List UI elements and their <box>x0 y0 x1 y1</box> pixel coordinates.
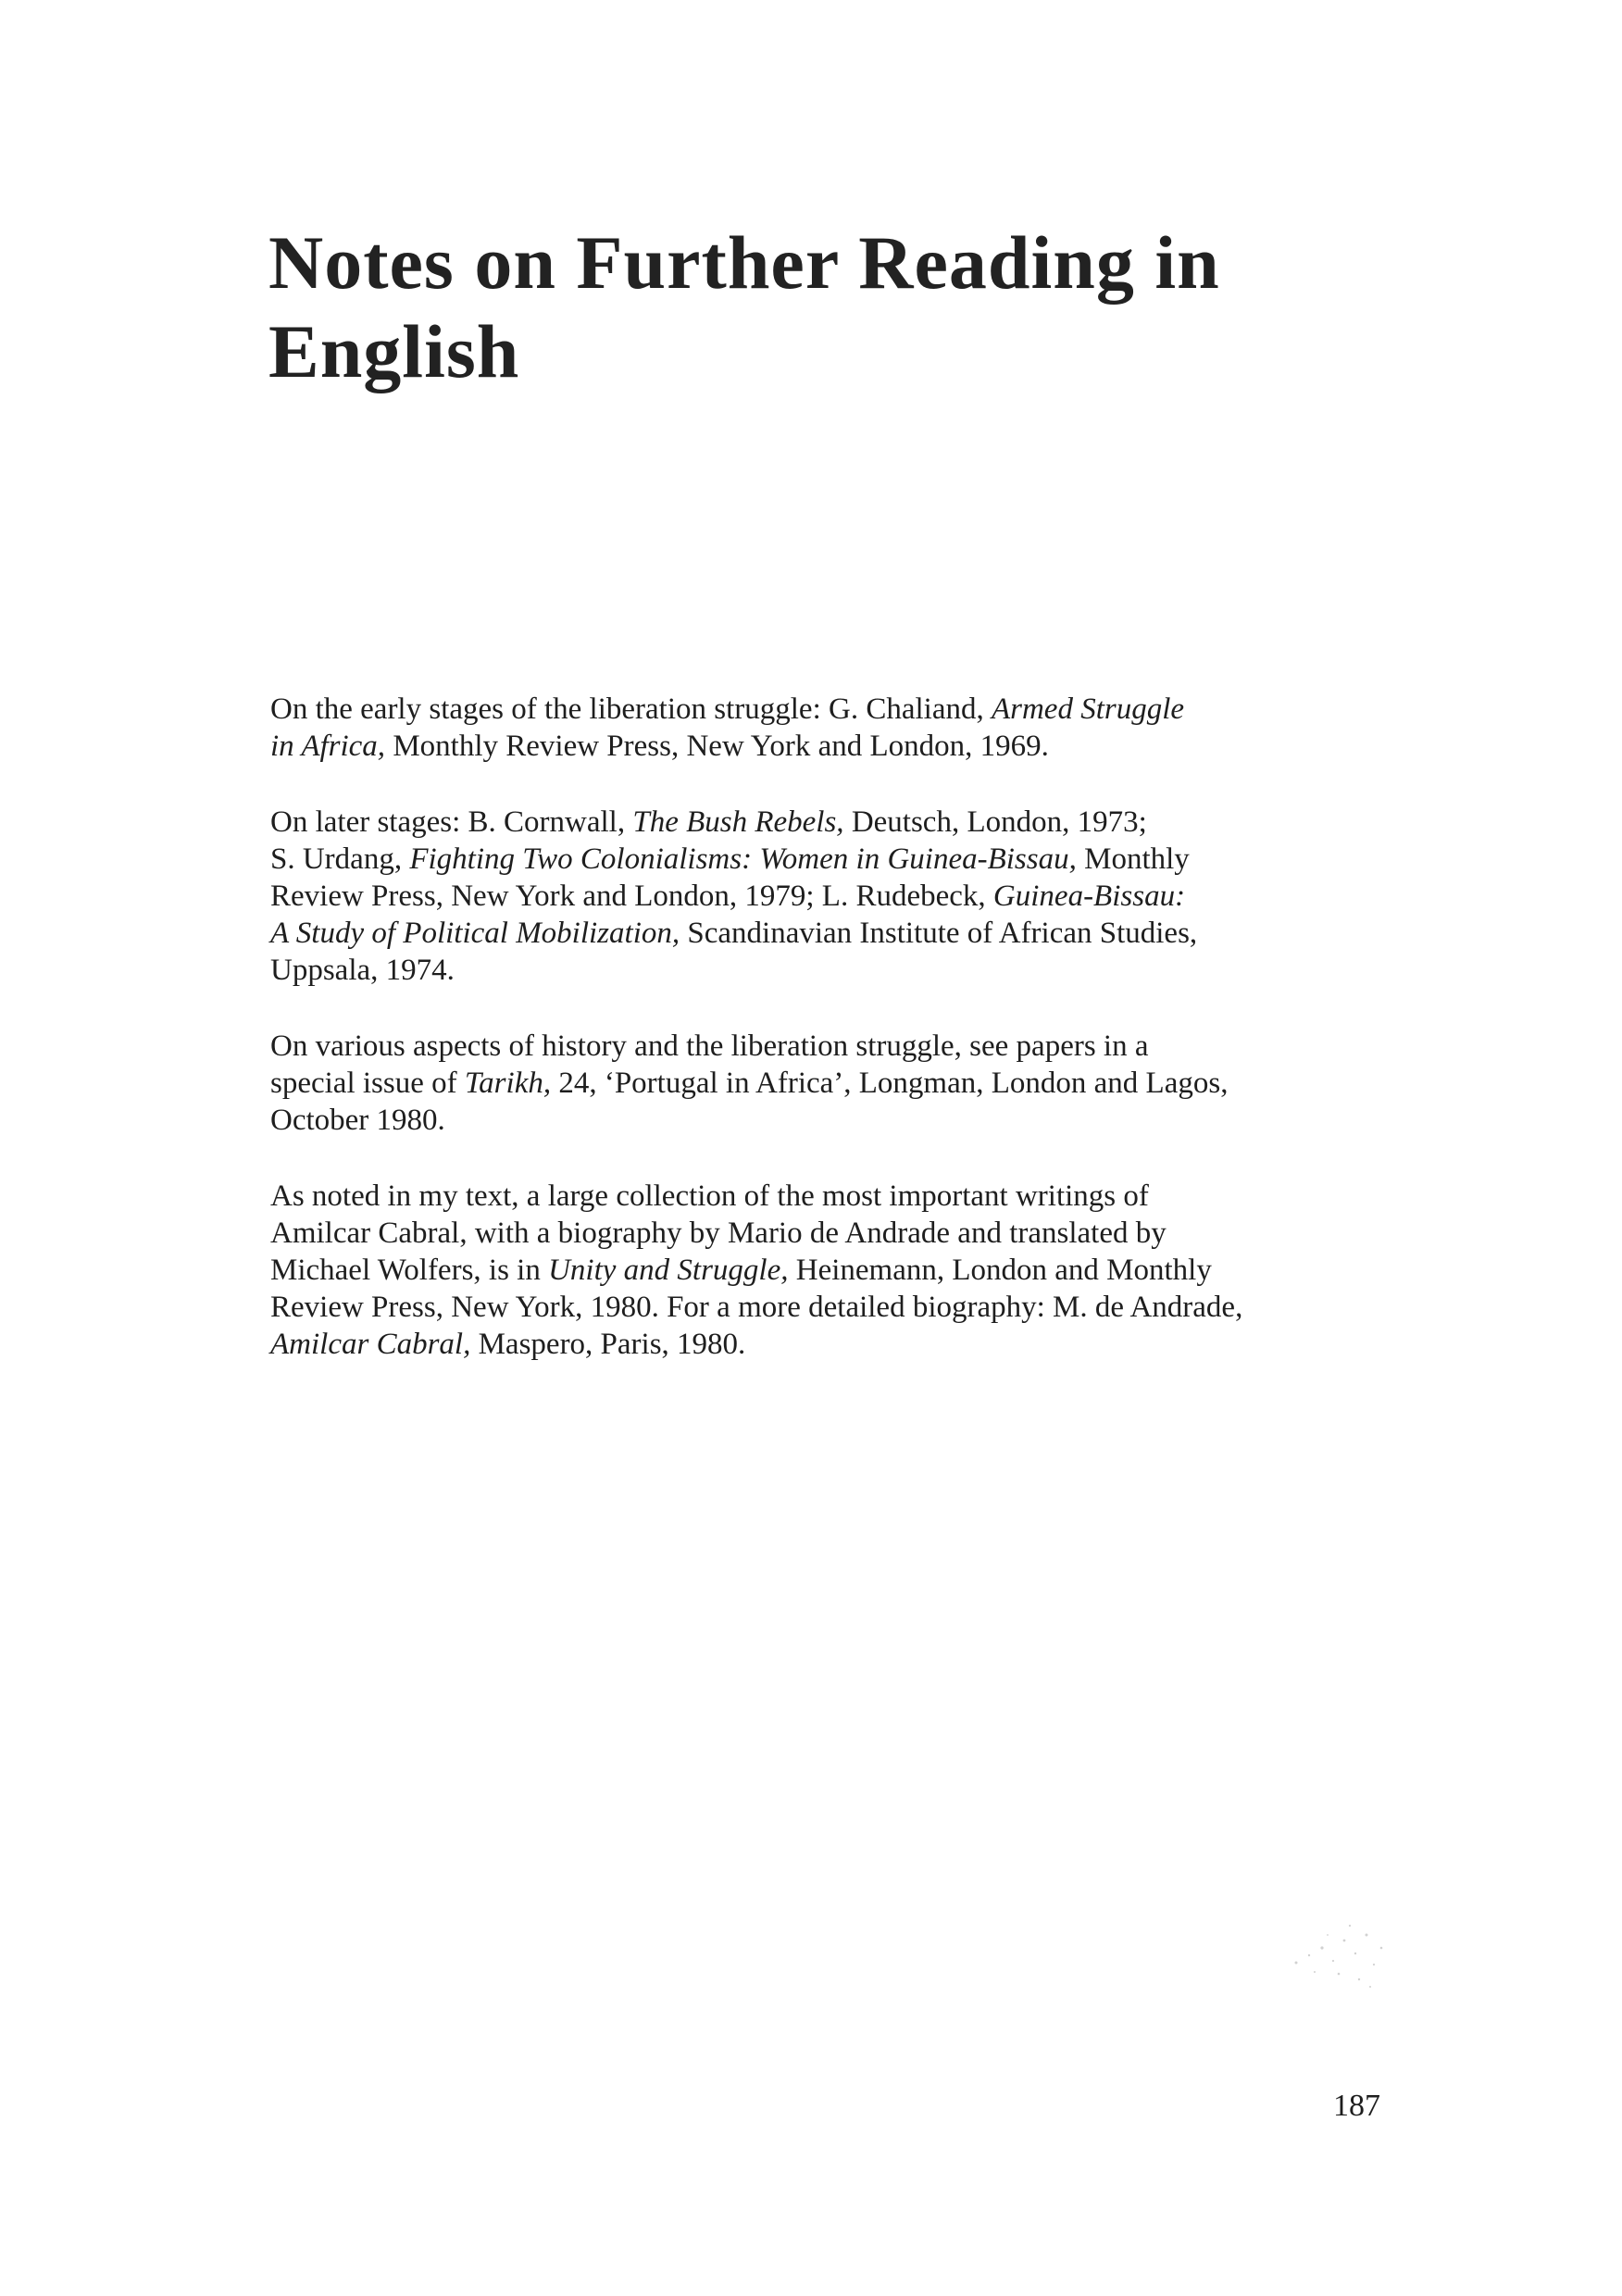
body-text: Review Press, New York, 1980. For a more detailed biography: M. de Andrade, <box>270 1291 1243 1324</box>
reference-paragraph <box>270 691 1455 765</box>
italic-title-text: Fighting Two Colonialisms: Women in Guinea-Bissau, <box>409 842 1077 876</box>
italic-title-text: Unity and Struggle, <box>548 1254 789 1287</box>
body-text: Maspero, Paris, 1980. <box>470 1328 746 1361</box>
body-text: Review Press, New York and London, 1979; L. Rudebeck, <box>270 880 993 913</box>
paragraph-line <box>270 804 1455 841</box>
paragraph-line <box>270 1326 1455 1363</box>
paragraph-line <box>270 691 1455 728</box>
paragraph-line <box>270 728 1455 765</box>
body-text: Monthly Review Press, New York and London, 1969. <box>385 730 1049 763</box>
paragraph-line <box>270 878 1455 915</box>
page-title-line-2: English <box>268 309 520 393</box>
italic-title-text: Armed Struggle <box>991 693 1185 726</box>
italic-title-text: Guinea-Bissau: <box>992 880 1186 913</box>
body-text: On the early stages of the liberation struggle: G. Chaliand, <box>270 693 992 726</box>
reference-paragraph <box>270 1178 1455 1363</box>
body-text: Amilcar Cabral, with a biography by Mario de Andrade and translated by <box>270 1217 1167 1250</box>
paragraph-line <box>270 915 1455 952</box>
body-text: 24, ‘Portugal in Africa’, Longman, London and Lagos, <box>551 1067 1229 1100</box>
page-title-line-1: Notes on Further Reading in <box>268 220 1220 305</box>
body-text: On various aspects of history and the liberation struggle, see papers in a <box>270 1029 1149 1063</box>
paragraph-line <box>270 1289 1455 1326</box>
italic-title-text: Tarikh, <box>464 1067 552 1100</box>
body-text: Michael Wolfers, is in <box>270 1254 549 1287</box>
paragraph-line <box>270 1028 1455 1065</box>
body-text: Uppsala, 1974. <box>270 954 455 987</box>
reference-paragraph <box>270 804 1455 989</box>
paragraph-line <box>270 841 1455 878</box>
paragraph-line <box>270 1215 1455 1252</box>
body-text: On later stages: B. Cornwall, <box>270 805 633 839</box>
paragraph-line <box>270 1065 1455 1102</box>
reference-paragraph <box>270 1028 1455 1139</box>
paragraph-line <box>270 952 1455 989</box>
page-number: 187 <box>1333 2089 1380 2123</box>
page-title <box>268 218 1472 396</box>
italic-title-text: in Africa, <box>270 730 386 763</box>
body-text: Deutsch, London, 1973; <box>843 805 1147 839</box>
paragraph-line <box>270 1102 1455 1139</box>
body-text: October 1980. <box>270 1104 445 1137</box>
paragraph-line <box>270 1252 1455 1289</box>
italic-title-text: Amilcar Cabral, <box>270 1328 471 1361</box>
reading-notes-body <box>270 691 1455 1402</box>
body-text: Scandinavian Institute of African Studies, <box>680 917 1198 950</box>
paragraph-line <box>270 1178 1455 1215</box>
scan-speckle-mark <box>1278 1907 1398 2009</box>
body-text: S. Urdang, <box>270 842 410 876</box>
body-text: As noted in my text, a large collection of the most important writings of <box>270 1179 1149 1213</box>
italic-title-text: A Study of Political Mobilization, <box>270 917 680 950</box>
body-text: Monthly <box>1076 842 1190 876</box>
body-text: Heinemann, London and Monthly <box>788 1254 1212 1287</box>
body-text: special issue of <box>270 1067 465 1100</box>
italic-title-text: The Bush Rebels, <box>632 805 844 839</box>
